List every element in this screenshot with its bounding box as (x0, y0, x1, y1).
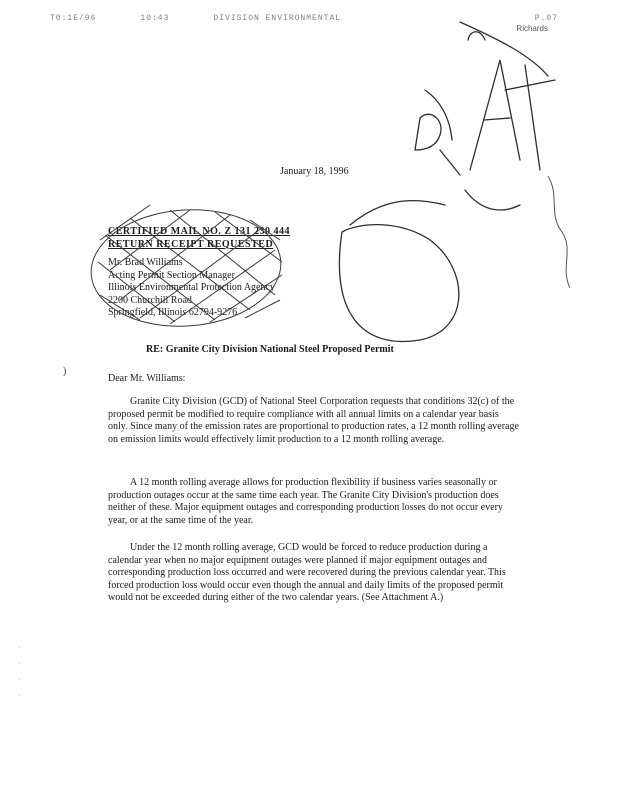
fax-transmission-header (50, 14, 558, 23)
letter-date: January 18, 1996 (280, 166, 349, 177)
fax-header-page: P.07 (534, 14, 558, 23)
fax-corner-label: Richards (516, 24, 548, 33)
body-paragraph: A 12 month rolling average allows for production flexibility if business varies seasonally or production outages occur at the same time each year. The Granite City Division's production does neither of these. Major equipment outages and corresponding production losses do not occur every year, or at the same time of the year. (108, 477, 503, 526)
recipient-name: Mr. Brad Williams (108, 257, 183, 268)
body-paragraph: Granite City Division (GCD) of National Steel Corporation requests that conditions 32(c) of the proposed permit be modified to require compliance with all annual limits on a calendar year basis only. Since many of the emission rates are proportional to production rates, a 12 month rolling average on emission limits would effectively limit production to a 12 month rolling average. (108, 396, 519, 445)
margin-squiggle-icon (548, 176, 570, 288)
margin-mark: ) (63, 366, 67, 377)
recipient-agency: Illinois Environmental Protection Agency (108, 282, 275, 293)
recipient-address-block (108, 226, 290, 320)
fax-header-sender: DIVISION ENVIRONMENTAL (213, 14, 342, 23)
body-paragraph: Under the 12 month rolling average, GCD would be forced to reduce production during a calendar year when no major equipment outages were planned if major equipment outages and corresponding production loss occurred and were recovered during the previous calendar year. This forced production loss would occur even though the annual and daily limits of the proposed permit would not be exceeded during either of the two calendar years. (See Attachment A.) (108, 542, 506, 603)
return-receipt-line: RETURN RECEIPT REQUESTED (108, 238, 274, 250)
salutation: Dear Mr. Williams: (108, 373, 186, 384)
fax-header-time: 10:43 (140, 14, 170, 23)
fax-header-date: T0:1E/96 (50, 14, 97, 23)
certified-mail-line: CERTIFIED MAIL NO. Z 131 230 444 (108, 226, 291, 237)
recipient-street: 2200 Churchill Road (108, 294, 192, 306)
recipient-city: Springfield, Illinois 62794-9276 (108, 307, 238, 318)
left-margin-specks: · · · · (18, 643, 21, 700)
draft-handwriting-icon (339, 22, 555, 342)
recipient-title: Acting Permit Section Manager (108, 269, 235, 281)
subject-line: RE: Granite City Division National Steel Proposed Permit (146, 344, 394, 355)
